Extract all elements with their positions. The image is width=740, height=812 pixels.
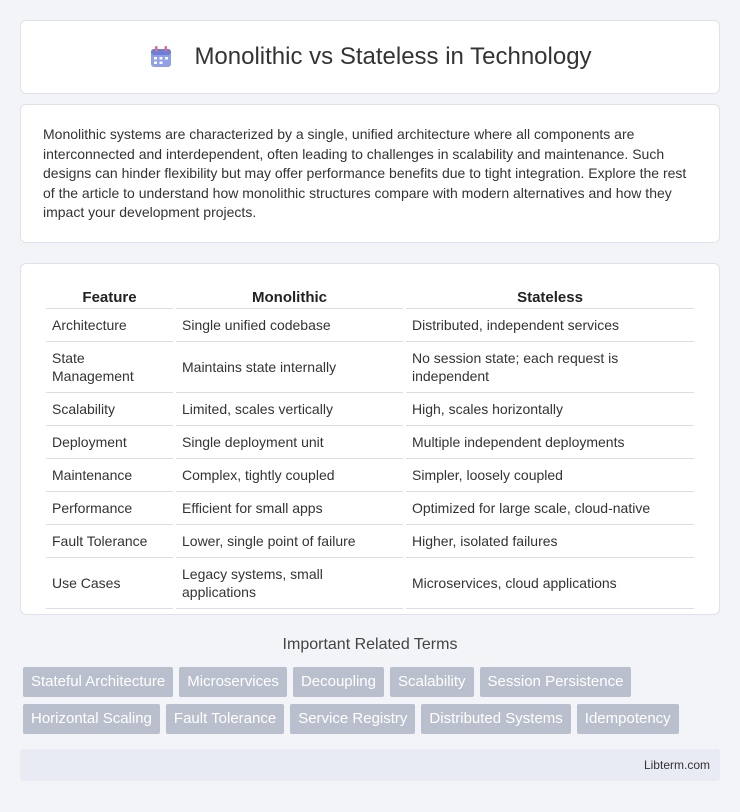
term-tag[interactable]: Service Registry [290, 704, 415, 734]
page-title: Monolithic vs Stateless in Technology [194, 43, 592, 70]
related-terms-list [23, 667, 723, 734]
table-row [46, 525, 694, 558]
related-terms-title: Important Related Terms [282, 636, 458, 653]
term-tag[interactable]: Horizontal Scaling [23, 704, 160, 734]
term-tag[interactable]: Decoupling [293, 667, 384, 697]
intro-card [20, 104, 720, 243]
table-cell: Deployment [46, 426, 173, 459]
table-cell: Fault Tolerance [46, 525, 173, 558]
table-cell: Efficient for small apps [176, 492, 403, 525]
term-tag[interactable]: Stateful Architecture [23, 667, 173, 697]
term-tag[interactable]: Fault Tolerance [166, 704, 284, 734]
term-tag[interactable]: Distributed Systems [421, 704, 570, 734]
table-cell: Architecture [46, 309, 173, 342]
term-tag[interactable]: Idempotency [577, 704, 679, 734]
table-cell: Performance [46, 492, 173, 525]
table-cell: Lower, single point of failure [176, 525, 403, 558]
table-row [46, 309, 694, 342]
term-tag[interactable]: Session Persistence [480, 667, 632, 697]
table-cell: Scalability [46, 393, 173, 426]
table-cell: Use Cases [46, 558, 173, 609]
table-cell: Higher, isolated failures [406, 525, 694, 558]
table-cell: Maintenance [46, 459, 173, 492]
table-cell: Complex, tightly coupled [176, 459, 403, 492]
comparison-table [43, 284, 697, 609]
table-cell: High, scales horizontally [406, 393, 694, 426]
table-row [46, 342, 694, 393]
table-cell: Multiple independent deployments [406, 426, 694, 459]
header-feature: Feature [46, 284, 173, 309]
table-row [46, 558, 694, 609]
table-cell: No session state; each request is independent [406, 342, 694, 393]
table-cell: Distributed, independent services [406, 309, 694, 342]
table-row [46, 426, 694, 459]
footer-site-link[interactable]: Libterm.com [643, 758, 710, 772]
comparison-table-card [20, 263, 720, 615]
table-row [46, 459, 694, 492]
table-cell: Maintains state internally [176, 342, 403, 393]
header-monolithic: Monolithic [176, 284, 403, 309]
table-cell: Legacy systems, small applications [176, 558, 403, 609]
header-stateless: Stateless [406, 284, 694, 309]
table-cell: State Management [46, 342, 173, 393]
table-cell: Single deployment unit [176, 426, 403, 459]
footer [20, 749, 720, 781]
term-tag[interactable]: Microservices [179, 667, 287, 697]
table-cell: Single unified codebase [176, 309, 403, 342]
calendar-icon [148, 44, 174, 70]
table-row [46, 492, 694, 525]
table-cell: Simpler, loosely coupled [406, 459, 694, 492]
term-tag[interactable]: Scalability [390, 667, 474, 697]
title-card [20, 20, 720, 94]
table-cell: Microservices, cloud applications [406, 558, 694, 609]
table-cell: Optimized for large scale, cloud-native [406, 492, 694, 525]
table-row [46, 393, 694, 426]
table-header-row [46, 284, 694, 309]
table-cell: Limited, scales vertically [176, 393, 403, 426]
intro-text: Monolithic systems are characterized by a single, unified architecture where all components are interconnected and interdependent, often leading to challenges in scalability and maintenance. Such designs can hinder flexibility but may offer performance benefits due to tight integration. Explore the rest of the article to understand how monolithic structures compare with modern alternatives and how they impact your development projects. [43, 126, 687, 221]
